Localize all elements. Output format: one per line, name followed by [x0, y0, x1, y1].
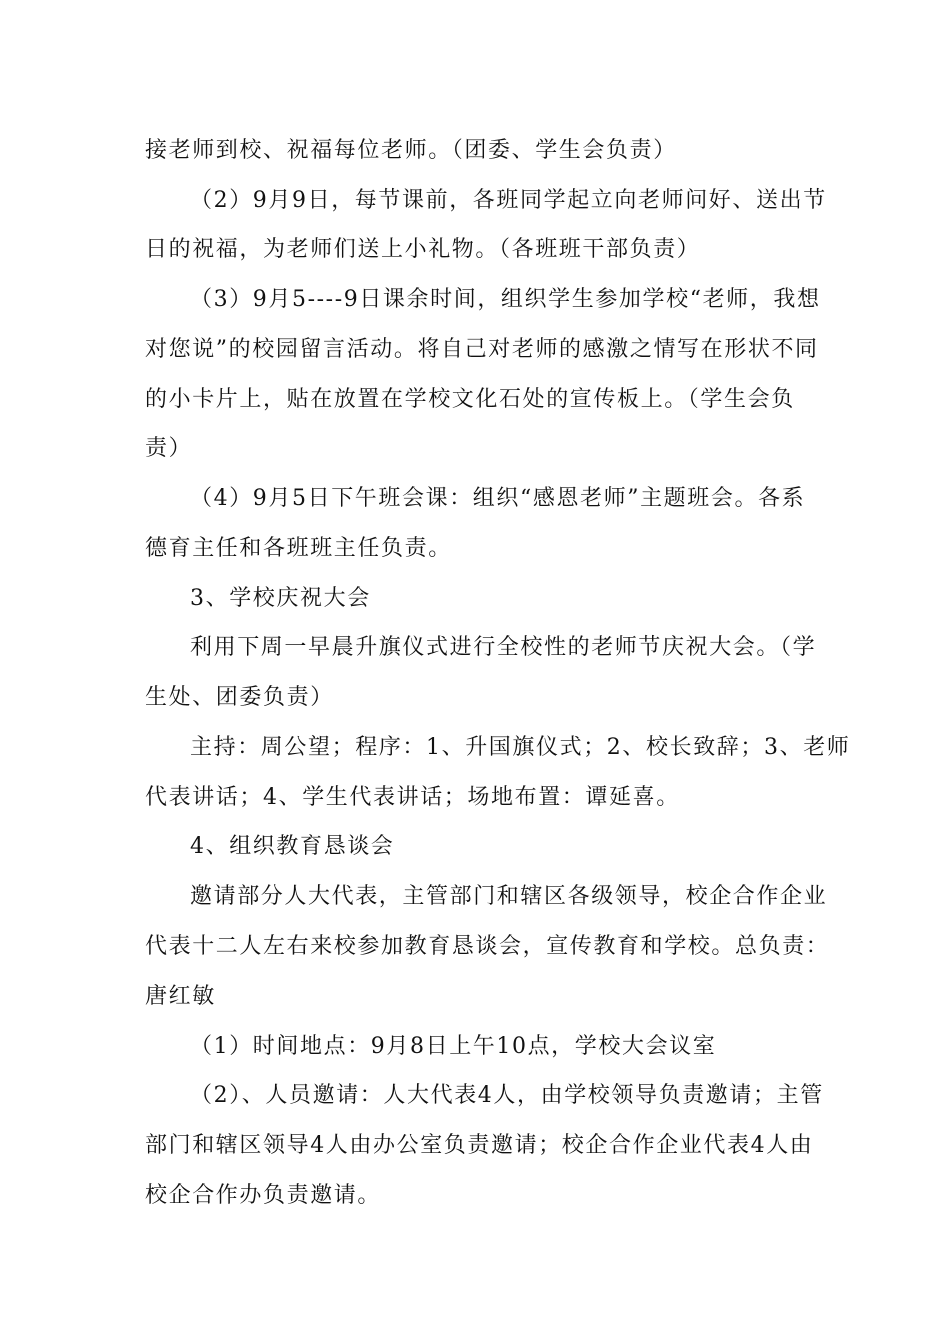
text-line: （2）、人员邀请：人大代表4人，由学校领导负责邀请；主管 [190, 1083, 824, 1108]
text-line: 唐红敏 [145, 984, 216, 1009]
text-line: 接老师到校、祝福每位老师。（团委、学生会负责） [145, 138, 677, 163]
text-line: 代表十二人左右来校参加教育恳谈会，宣传教育和学校。总负责： [145, 934, 830, 959]
text-line: 德育主任和各班班主任负责。 [145, 536, 452, 561]
text-line: 利用下周一早晨升旗仪式进行全校性的老师节庆祝大会。（学 [190, 635, 817, 660]
text-line: （3）9月5----9日课余时间，组织学生参加学校“老师，我想 [190, 287, 821, 312]
text-line: 对您说”的校园留言活动。将自己对老师的感激之情写在形状不同 [145, 337, 819, 362]
text-line: （4）9月5日下午班会课：组织“感恩老师”主题班会。各系 [190, 486, 806, 511]
section-heading: 3、学校庆祝大会 [190, 586, 371, 611]
text-line: 代表讲话；4、学生代表讲话；场地布置：谭延喜。 [145, 785, 680, 810]
section-heading: 4、组织教育恳谈会 [190, 834, 395, 859]
text-line: 日的祝福，为老师们送上小礼物。（各班班干部负责） [145, 237, 701, 262]
text-line: （2）9月9日，每节课前，各班同学起立向老师问好、送出节 [190, 188, 827, 213]
text-line: 责） [145, 436, 193, 461]
text-line: 邀请部分人大代表，主管部门和辖区各级领导，校企合作企业 [190, 884, 828, 909]
text-line: 的小卡片上，贴在放置在学校文化石处的宣传板上。（学生会负 [145, 387, 795, 412]
text-line: 校企合作办负责邀请。 [145, 1183, 382, 1208]
text-line: （1）时间地点：9月8日上午10点，学校大会议室 [190, 1034, 717, 1059]
text-line: 部门和辖区领导4人由办公室负责邀请；校企合作企业代表4人由 [145, 1133, 814, 1158]
text-line: 主持：周公望；程序：1、升国旗仪式；2、校长致辞；3、老师 [190, 735, 851, 760]
text-line: 生处、团委负责） [145, 685, 334, 710]
